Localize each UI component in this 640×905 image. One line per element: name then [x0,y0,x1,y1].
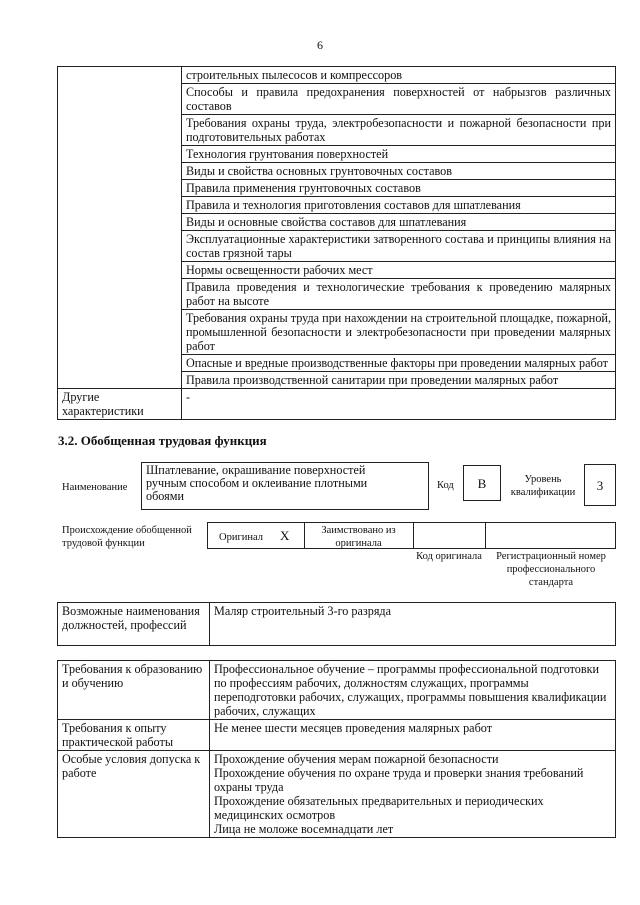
other-characteristics-value: - [182,389,616,420]
level-label: Уровень квалификации [510,474,576,498]
knowledge-item: Способы и правила предохранения поверхностей от набрызгов различных составов [182,84,616,115]
code-value: B [477,476,487,491]
other-characteristics-label: Другие характеристики [58,389,182,420]
page-number: 6 [317,38,323,52]
code-label: Код [437,480,454,491]
positions-label: Возможные наименования должностей, профессий [58,603,210,646]
knowledge-item: Требования охраны труда, электробезопасности и пожарной безопасности при подготовительных работах [182,115,616,146]
knowledge-item: Правила производственной санитарии при проведении малярных работ [182,372,616,389]
origin-label: Происхождение обобщенной трудовой функции [62,525,192,549]
level-value: 3 [596,478,604,493]
code-original-label: Код оригинала [416,551,482,562]
positions-value: Маляр строительный 3-го разряда [210,603,616,646]
knowledge-table [57,66,616,420]
requirement-label: Требования к образованию и обучению [58,661,210,720]
origin-divider-2 [413,522,414,549]
requirements-table [57,660,616,838]
requirement-row [58,661,616,720]
knowledge-label-cell [58,67,182,389]
requirement-label: Особые условия допуска к работе [58,751,210,838]
knowledge-item: Технология грунтования поверхностей [182,146,616,163]
requirement-label: Требования к опыту практической работы [58,720,210,751]
requirement-line: Прохождение обучения мерам пожарной безопасности [214,752,499,766]
knowledge-item: Эксплуатационные характеристики затворенного состава и принципы влияния на состав грязной тары [182,231,616,262]
name-value: Шпатлевание, окрашивание поверхностей ручным способом и оклеивание плотными обоями [146,463,368,503]
knowledge-item: Виды и свойства основных грунтовочных составов [182,163,616,180]
requirement-row [58,751,616,838]
requirement-line: Лица не моложе восемнадцати лет [214,822,394,836]
requirement-value: Профессиональное обучение – программы профессиональной подготовки по профессиям рабочих, должностям служащих, программы переподготовки рабочих, служащих, программы повышения квалификации рабочих, служащих [210,661,616,720]
origin-divider-1 [304,522,305,549]
knowledge-item: Правила применения грунтовочных составов [182,180,616,197]
original-label: Оригинал [219,532,263,543]
knowledge-item: Опасные и вредные производственные факторы при проведении малярных работ [182,355,616,372]
section-title: 3.2. Обобщенная трудовая функция [58,433,267,448]
knowledge-item: Правила проведения и технологические требования к проведению малярных работ на высоте [182,279,616,310]
origin-table [207,522,616,549]
positions-table [57,602,616,646]
requirement-row [58,720,616,751]
origin-divider-3 [485,522,486,549]
name-label: Наименование [62,482,128,493]
knowledge-item: Требования охраны труда при нахождении на строительной площадке, пожарной, промышленной безопасности и электробезопасности при проведении малярных работ [182,310,616,355]
requirement-line: Прохождение обязательных предварительных и периодических медицинских осмотров [214,794,544,822]
requirement-line: Прохождение обучения по охране труда и проверки знания требований охраны труда [214,766,584,794]
knowledge-item: Нормы освещенности рабочих мест [182,262,616,279]
original-mark: X [280,528,290,543]
reg-number-label: Регистрационный номер профессионального стандарта [496,551,606,588]
knowledge-item: Правила и технология приготовления составов для шпатлевания [182,197,616,214]
requirement-value [210,751,616,838]
knowledge-item: строительных пылесосов и компрессоров [182,67,616,84]
knowledge-item: Виды и основные свойства составов для шпатлевания [182,214,616,231]
requirement-value: Не менее шести месяцев проведения малярных работ [210,720,616,751]
borrowed-label: Заимствовано из оригинала [321,525,396,549]
